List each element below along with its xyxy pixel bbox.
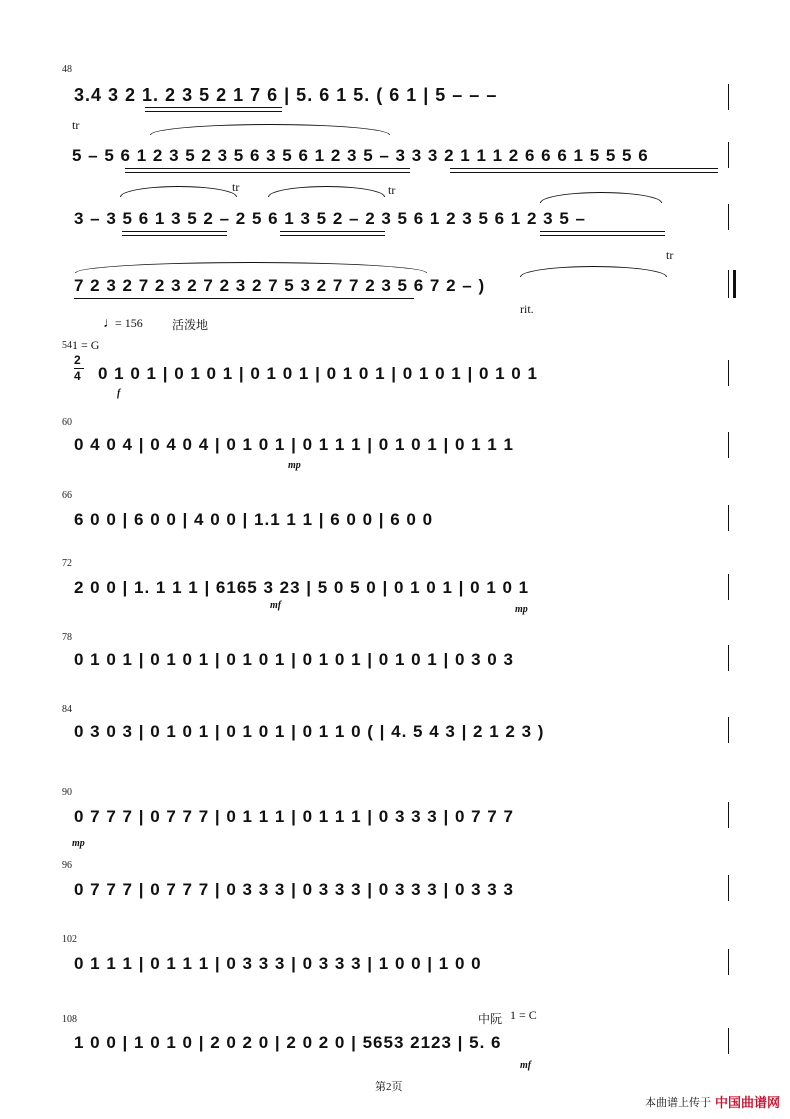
system-2-notes: 5 – 5 6 1 2 3 5 2 3 5 6 3 5 6 1 2 3 5 – 3 3 3 2 1 1 1 2 6 6 6 1 5 5 5 6 [72, 146, 649, 165]
measure-number-102: 102 [62, 934, 77, 945]
trill-mark: tr [666, 248, 674, 262]
barline [728, 84, 729, 110]
system-48-notes: 3.4 3 2 1. 2 3 5 2 1 7 6 | 5. 6 1 5. ( 6 1 | 5 – – – [74, 85, 498, 105]
beam-line [74, 298, 414, 299]
system-54-notes: 0 1 0 1 | 0 1 0 1 | 0 1 0 1 | 0 1 0 1 | 0 1 0 1 | 0 1 0 1 [98, 364, 538, 383]
measure-number-90: 90 [62, 787, 72, 798]
final-barline [733, 270, 736, 298]
beam-line [280, 231, 385, 232]
page-number: 第2页 [375, 1081, 403, 1093]
barline [728, 949, 729, 975]
time-sig-bottom: 4 [74, 369, 82, 383]
beam-line [145, 111, 282, 112]
site-logo: 中国曲谱网 [714, 1095, 780, 1110]
dynamic-f: f [117, 388, 121, 399]
tempo-note-icon: ♩ [103, 316, 117, 331]
key-signature: 1 = G [72, 338, 100, 352]
measure-number-48: 48 [62, 64, 72, 75]
system-78-notes: 0 1 0 1 | 0 1 0 1 | 0 1 0 1 | 0 1 0 1 | 0 1 0 1 | 0 3 0 3 [74, 650, 514, 669]
system-3-notes: 3 – 3 5 6 1 3 5 2 – 2 5 6 1 3 5 2 – 2 3 5 6 1 2 3 5 6 1 2 3 5 – [74, 209, 586, 228]
barline [728, 645, 729, 671]
beam-line [145, 107, 282, 108]
measure-number-78: 78 [62, 632, 72, 643]
dynamic-mp: mp [515, 604, 528, 615]
measure-number-72: 72 [62, 558, 72, 569]
beam-line [125, 172, 410, 173]
dynamic-mf: mf [520, 1060, 532, 1071]
trill-mark: tr [388, 183, 396, 197]
measure-number-84: 84 [62, 704, 72, 715]
measure-number-96: 96 [62, 860, 72, 871]
expression-marking: 活泼地 [172, 318, 209, 332]
barline [728, 270, 729, 298]
dynamic-mf: mf [270, 600, 282, 611]
slur [540, 192, 662, 203]
barline [728, 1028, 729, 1054]
beam-line [540, 231, 665, 232]
system-96-notes: 0 7 7 7 | 0 7 7 7 | 0 3 3 3 | 0 3 3 3 | 0 3 3 3 | 0 3 3 3 [74, 880, 514, 899]
upload-text: 本曲谱上传于 [644, 1096, 711, 1109]
slur [75, 262, 427, 273]
system-60-notes: 0 4 0 4 | 0 4 0 4 | 0 1 0 1 | 0 1 1 1 | 0 1 0 1 | 0 1 1 1 [74, 435, 514, 454]
system-4-notes: 7 2 3 2 7 2 3 2 7 2 3 2 7 5 3 2 7 7 2 3 5 6 7 2 – ) [74, 276, 486, 295]
barline [728, 875, 729, 901]
dynamic-mp: mp [288, 460, 301, 471]
measure-number-108: 108 [62, 1014, 77, 1025]
barline [728, 432, 729, 458]
beam-line [125, 168, 410, 169]
key-change: 1 = C [510, 1008, 537, 1022]
barline [728, 142, 729, 168]
beam-line [450, 172, 718, 173]
beam-line [450, 168, 718, 169]
watermark [645, 1092, 780, 1111]
barline [728, 574, 729, 600]
system-72-notes: 2 0 0 | 1. 1 1 1 | 6165 3 23 | 5 0 5 0 | 0 1 0 1 | 0 1 0 1 [74, 578, 530, 597]
measure-number-66: 66 [62, 490, 72, 501]
barline [728, 717, 729, 743]
system-108-notes: 1 0 0 | 1 0 1 0 | 2 0 2 0 | 2 0 2 0 | 5653 2123 | 5. 6 [74, 1033, 502, 1052]
dynamic-mp: mp [72, 838, 85, 849]
measure-number-60: 60 [62, 417, 72, 428]
beam-line [540, 235, 665, 236]
barline [728, 360, 729, 386]
slur [120, 186, 237, 197]
slur [150, 124, 390, 135]
beam-line [280, 235, 385, 236]
system-66-notes: 6 0 0 | 6 0 0 | 4 0 0 | 1.1 1 1 | 6 0 0 | 6 0 0 [74, 510, 434, 529]
time-sig-top: 2 [74, 353, 82, 367]
slur [520, 266, 667, 277]
system-102-notes: 0 1 1 1 | 0 1 1 1 | 0 3 3 3 | 0 3 3 3 | 1 0 0 | 1 0 0 [74, 954, 482, 973]
beam-line [122, 235, 227, 236]
barline [728, 505, 729, 531]
tempo-marking: = 156 [115, 316, 143, 330]
instrument-label: 中阮 [478, 1012, 503, 1026]
measure-number-54: 54 [62, 340, 72, 351]
beam-line [122, 231, 227, 232]
trill-mark: tr [72, 118, 80, 132]
barline [728, 204, 729, 230]
trill-mark: tr [232, 180, 240, 194]
slur [268, 186, 385, 197]
ritardando-mark: rit. [520, 302, 534, 316]
barline [728, 802, 729, 828]
system-84-notes: 0 3 0 3 | 0 1 0 1 | 0 1 0 1 | 0 1 1 0 ( | 4. 5 4 3 | 2 1 2 3 ) [74, 722, 545, 741]
system-90-notes: 0 7 7 7 | 0 7 7 7 | 0 1 1 1 | 0 1 1 1 | 0 3 3 3 | 0 7 7 7 [74, 807, 514, 826]
